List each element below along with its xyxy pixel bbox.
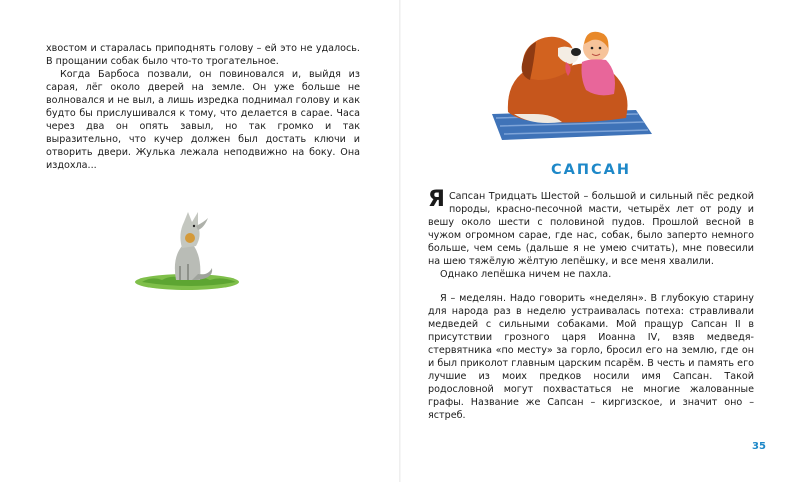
chapter-title: САПСАН [551,162,631,178]
paragraph: Когда Барбоса позвали, он повиновался и, выйдя из сарая, лёг около дверей на земле. Он уже больше не волновался и не выл, а лишь изредка поднимал голову и как будто бы прислушивался к тому, что делается в сарае. Часа через два он опять завыл, но так громко и так выразительно, что кучер должен был достать ключи и отворить двери. Жулька лежала неподвижно на боку. Она издохла... [46,69,360,171]
wolf-cub-illustration [132,196,242,296]
page-gutter [399,0,401,482]
paragraph: хвостом и старалась приподнять голову – ей это не удалось. В прощании собак было что-то трогательное. [46,43,360,67]
paragraph [428,187,754,268]
page-number: 35 [752,441,766,452]
left-page-text [46,42,360,172]
dog-with-child-illustration [486,18,656,143]
drop-cap: Я [428,187,445,212]
paragraph: Я – меделян. Надо говорить «неделян». В глубокую старину для народа раз в неделю устраивалась потеха: стравливали медведей с сильными собаками. Мой пращур Сапсан II в присутствии грозного царя Иоанна IV, взяв медведя-стервятника «по месту» за горло, бросил его на землю, где он и был приколот главным царским псарём. В честь и память его лучшие из моих предков носили имя Сапсан. Такой родословной могут похвастаться не многие жалованные графы. Название же Сапсан – киргизское, и значит оно – ястреб. [428,293,754,421]
paragraph: Однако лепёшка ничем не пахла. [440,269,612,280]
paragraph-text: Сапсан Тридцать Шестой – большой и сильный пёс редкой породы, красно-песочной масти, четырёх лет от роду и вешу около шести с половиной пудов. Прошлой весной в чужом огромном сарае, где нас, собак, было заперто немного больше, чем семь (дальше я не умею считать), мне повесили на шею тяжёлую жёлтую лепёшку, и все меня хвалили. [428,191,754,267]
right-page-text [428,187,754,422]
